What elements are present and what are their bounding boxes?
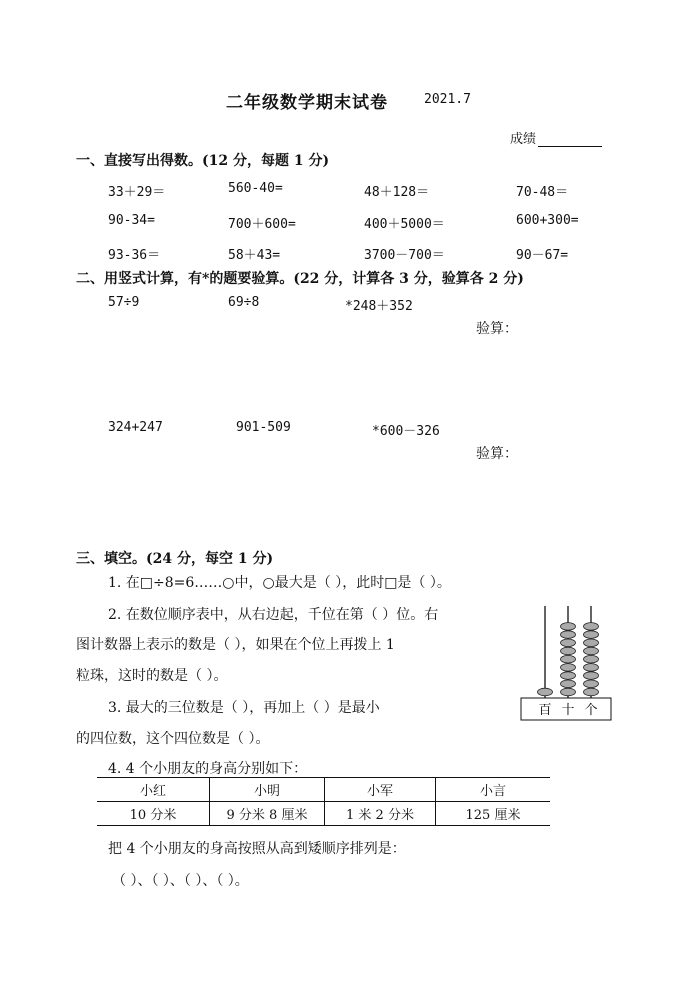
fill-question-4-answer-blanks: （ ）、（ ）、（ ）、（ ）。: [112, 873, 249, 889]
height-table: [97, 777, 550, 826]
abacus-counter: [520, 604, 614, 724]
score-field[interactable]: [510, 128, 602, 147]
abacus-bead-tens: [561, 631, 576, 639]
arith-problem: 3700－700＝: [364, 248, 445, 263]
abacus-bead-tens: [561, 623, 576, 631]
abacus-bead-tens: [561, 688, 576, 696]
vertical-calc-problem: 57÷9: [108, 295, 140, 310]
section2-heading: 二、用竖式计算，有*的题要验算。(22 分，计算各 3 分，验算各 2 分): [76, 271, 524, 287]
arith-problem: 48＋128＝: [364, 185, 430, 200]
abacus-bead-ones: [584, 688, 599, 696]
name-cell: 小明: [210, 778, 325, 802]
exam-date: 2021.7: [424, 92, 471, 107]
abacus-bead-ones: [584, 647, 599, 655]
fill-question-4-intro: 4. 4 个小朋友的身高分别如下：: [108, 761, 308, 777]
name-cell: 小军: [325, 778, 436, 802]
fill-question-2-line3: 粒珠，这时的数是（ ）。: [76, 668, 228, 684]
check-label: 验算：: [476, 446, 518, 462]
name-cell: 小红: [97, 778, 210, 802]
table-row: [97, 802, 550, 826]
arith-problem: 90－67=: [516, 248, 569, 263]
height-cell: 1 米 2 分米: [325, 802, 436, 826]
abacus-bead-tens: [561, 664, 576, 672]
arith-problem: 400＋5000＝: [364, 217, 445, 232]
arith-problem: 70-48＝: [516, 185, 569, 200]
abacus-bead-ones: [584, 639, 599, 647]
arith-problem: 90-34=: [108, 213, 155, 228]
score-label: 成绩: [510, 132, 537, 147]
vertical-calc-problem: *248＋352: [345, 299, 413, 314]
vertical-calc-problem: 324+247: [108, 420, 163, 435]
abacus-bead-ones: [584, 664, 599, 672]
abacus-bead-ones: [584, 680, 599, 688]
arith-problem: 700＋600=: [228, 217, 296, 232]
vertical-calc-problem: *600－326: [372, 424, 440, 439]
abacus-bead-tens: [561, 680, 576, 688]
abacus-bead-tens: [561, 672, 576, 680]
abacus-label-hundreds: 百: [538, 703, 552, 718]
abacus-beads: [538, 623, 599, 696]
fill-question-4-prompt: 把 4 个小朋友的身高按照从高到矮顺序排列是：: [108, 841, 406, 857]
abacus-bead-hundreds: [538, 688, 553, 696]
height-cell: 9 分米 8 厘米: [210, 802, 325, 826]
fill-question-3-line2: 的四位数，这个四位数是（ ）。: [76, 731, 270, 747]
fill-question-2-line2: 图计数器上表示的数是（ ），如果在个位上再拨上 1: [76, 637, 395, 653]
abacus-bead-ones: [584, 631, 599, 639]
fill-question-3-line1: 3. 最大的三位数是（ ），再加上（ ）是最小: [108, 700, 380, 716]
arith-problem: 58＋43=: [228, 248, 281, 263]
fill-question-2-line1: 2. 在数位顺序表中，从右边起，千位在第（ ）位。右: [108, 607, 439, 623]
name-cell: 小言: [436, 778, 551, 802]
abacus-bead-tens: [561, 639, 576, 647]
height-cell: 10 分米: [97, 802, 210, 826]
abacus-bead-tens: [561, 647, 576, 655]
table-row: [97, 778, 550, 802]
check-label: 验算：: [476, 321, 518, 337]
arith-problem: 600+300=: [516, 213, 579, 228]
abacus-label-ones: 个: [584, 703, 598, 718]
abacus-label-tens: 十: [561, 703, 575, 718]
abacus-bead-ones: [584, 655, 599, 663]
arith-problem: 560-40=: [228, 181, 283, 196]
section3-heading: 三、填空。(24 分，每空 1 分): [76, 551, 274, 567]
abacus-bead-ones: [584, 623, 599, 631]
section1-heading: 一、直接写出得数。(12 分，每题 1 分): [76, 153, 330, 169]
page-title: 二年级数学期末试卷: [226, 93, 388, 113]
abacus-bead-tens: [561, 655, 576, 663]
vertical-calc-problem: 901-509: [236, 420, 291, 435]
vertical-calc-problem: 69÷8: [228, 295, 260, 310]
arith-problem: 33＋29＝: [108, 185, 166, 200]
fill-question-1: 1. 在□÷8=6……○中，○最大是（ ），此时□是（ ）。: [108, 575, 451, 591]
score-blank[interactable]: [538, 134, 602, 147]
arith-problem: 93-36＝: [108, 248, 161, 263]
abacus-bead-ones: [584, 672, 599, 680]
height-cell: 125 厘米: [436, 802, 551, 826]
